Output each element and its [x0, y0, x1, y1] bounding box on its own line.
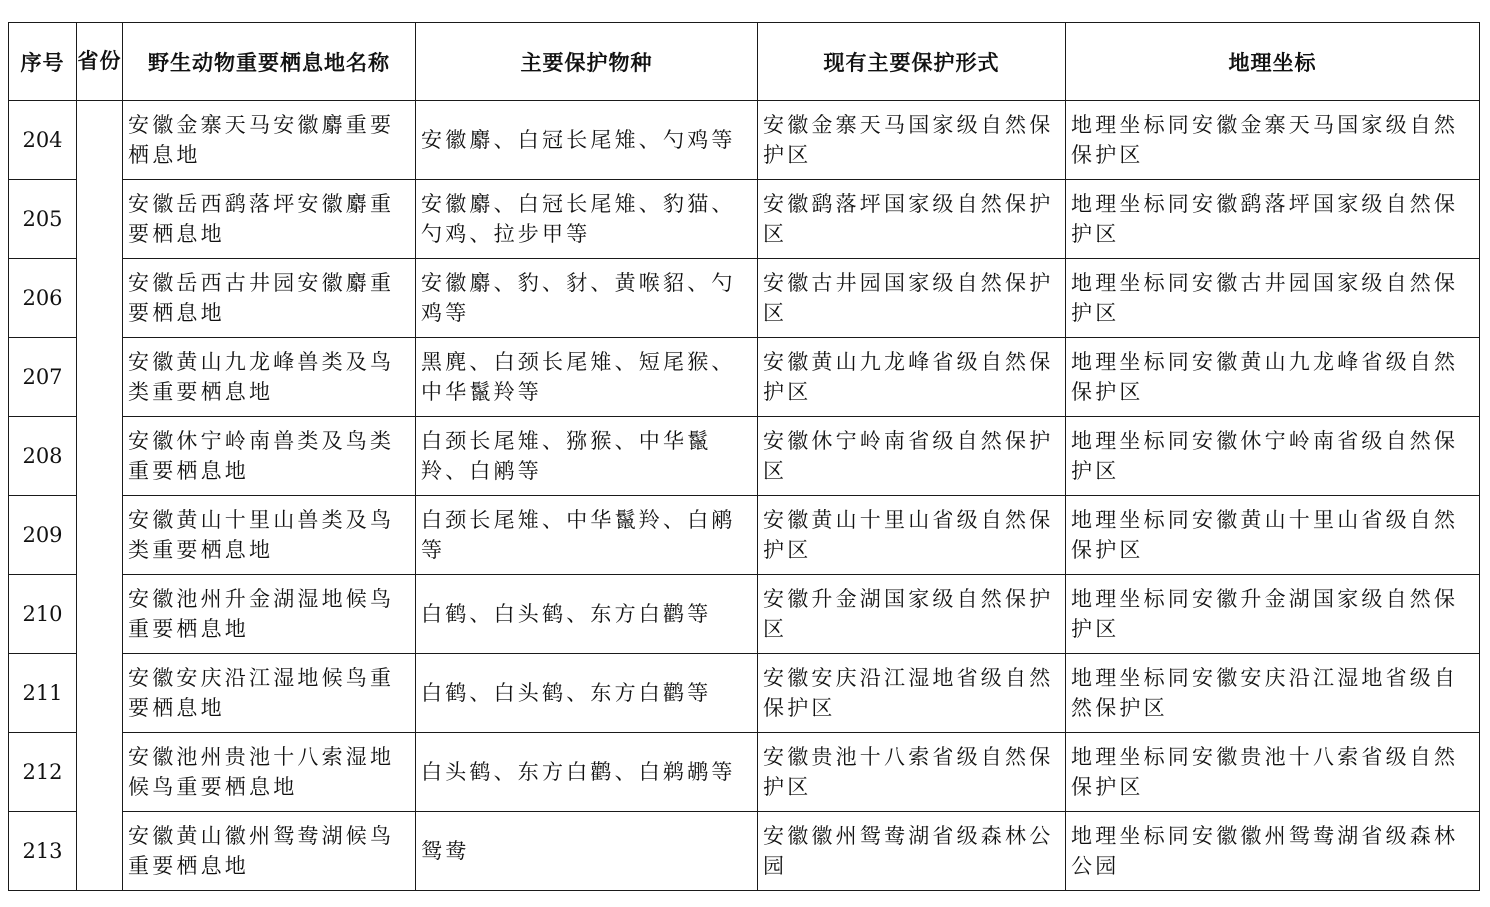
species-cell: 安徽麝、豹、豺、黄喉貂、勺鸡等	[416, 259, 758, 338]
coordinates-cell: 地理坐标同安徽黄山十里山省级自然保护区	[1066, 496, 1480, 575]
habitat-table	[8, 22, 1480, 891]
coordinates-cell: 地理坐标同安徽古井园国家级自然保护区	[1066, 259, 1480, 338]
species-cell: 白颈长尾雉、猕猴、中华鬣羚、白鹇等	[416, 417, 758, 496]
row-index: 209	[9, 496, 77, 575]
habitat-name-cell: 安徽安庆沿江湿地候鸟重要栖息地	[123, 654, 416, 733]
row-index: 204	[9, 101, 77, 180]
habitat-name-cell: 安徽岳西古井园安徽麝重要栖息地	[123, 259, 416, 338]
row-index: 207	[9, 338, 77, 417]
table-row	[9, 338, 1480, 417]
species-cell: 白颈长尾雉、中华鬣羚、白鹇等	[416, 496, 758, 575]
habitat-name-cell: 安徽黄山九龙峰兽类及鸟类重要栖息地	[123, 338, 416, 417]
table-row	[9, 259, 1480, 338]
table-row	[9, 575, 1480, 654]
row-index: 211	[9, 654, 77, 733]
protection-form-cell: 安徽升金湖国家级自然保护区	[758, 575, 1066, 654]
species-cell: 鸳鸯	[416, 812, 758, 891]
protection-form-cell: 安徽黄山十里山省级自然保护区	[758, 496, 1066, 575]
habitat-name-cell: 安徽黄山徽州鸳鸯湖候鸟重要栖息地	[123, 812, 416, 891]
coordinates-cell: 地理坐标同安徽安庆沿江湿地省级自然保护区	[1066, 654, 1480, 733]
protection-form-cell: 安徽休宁岭南省级自然保护区	[758, 417, 1066, 496]
habitat-name-cell: 安徽池州贵池十八索湿地候鸟重要栖息地	[123, 733, 416, 812]
protection-form-cell: 安徽贵池十八索省级自然保护区	[758, 733, 1066, 812]
habitat-name-cell: 安徽金寨天马安徽麝重要栖息地	[123, 101, 416, 180]
table-row	[9, 101, 1480, 180]
row-index: 205	[9, 180, 77, 259]
table-row	[9, 812, 1480, 891]
table-row	[9, 733, 1480, 812]
coordinates-cell: 地理坐标同安徽贵池十八索省级自然保护区	[1066, 733, 1480, 812]
header-index: 序号	[9, 23, 77, 101]
row-index: 210	[9, 575, 77, 654]
header-protection-form: 现有主要保护形式	[758, 23, 1066, 101]
protection-form-cell: 安徽安庆沿江湿地省级自然保护区	[758, 654, 1066, 733]
coordinates-cell: 地理坐标同安徽休宁岭南省级自然保护区	[1066, 417, 1480, 496]
habitat-name-cell: 安徽黄山十里山兽类及鸟类重要栖息地	[123, 496, 416, 575]
protection-form-cell: 安徽黄山九龙峰省级自然保护区	[758, 338, 1066, 417]
species-cell: 白鹤、白头鹤、东方白鹳等	[416, 654, 758, 733]
table-header-row	[9, 23, 1480, 101]
species-cell: 白鹤、白头鹤、东方白鹳等	[416, 575, 758, 654]
header-species: 主要保护物种	[416, 23, 758, 101]
table-row	[9, 654, 1480, 733]
row-index: 213	[9, 812, 77, 891]
row-index: 208	[9, 417, 77, 496]
coordinates-cell: 地理坐标同安徽升金湖国家级自然保护区	[1066, 575, 1480, 654]
habitat-name-cell: 安徽岳西鹞落坪安徽麝重要栖息地	[123, 180, 416, 259]
species-cell: 白头鹤、东方白鹳、白鹈鹕等	[416, 733, 758, 812]
row-index: 206	[9, 259, 77, 338]
province-cell	[77, 101, 123, 891]
protection-form-cell: 安徽古井园国家级自然保护区	[758, 259, 1066, 338]
species-cell: 安徽麝、白冠长尾雉、豹猫、勺鸡、拉步甲等	[416, 180, 758, 259]
header-habitat-name: 野生动物重要栖息地名称	[123, 23, 416, 101]
table-body	[9, 101, 1480, 891]
coordinates-cell: 地理坐标同安徽徽州鸳鸯湖省级森林公园	[1066, 812, 1480, 891]
table-row	[9, 496, 1480, 575]
coordinates-cell: 地理坐标同安徽鹞落坪国家级自然保护区	[1066, 180, 1480, 259]
table-row	[9, 417, 1480, 496]
protection-form-cell: 安徽金寨天马国家级自然保护区	[758, 101, 1066, 180]
coordinates-cell: 地理坐标同安徽黄山九龙峰省级自然保护区	[1066, 338, 1480, 417]
row-index: 212	[9, 733, 77, 812]
protection-form-cell: 安徽鹞落坪国家级自然保护区	[758, 180, 1066, 259]
protection-form-cell: 安徽徽州鸳鸯湖省级森林公园	[758, 812, 1066, 891]
coordinates-cell: 地理坐标同安徽金寨天马国家级自然保护区	[1066, 101, 1480, 180]
habitat-name-cell: 安徽池州升金湖湿地候鸟重要栖息地	[123, 575, 416, 654]
table-row	[9, 180, 1480, 259]
header-province: 省份	[77, 23, 123, 101]
habitat-name-cell: 安徽休宁岭南兽类及鸟类重要栖息地	[123, 417, 416, 496]
species-cell: 安徽麝、白冠长尾雉、勺鸡等	[416, 101, 758, 180]
species-cell: 黑麂、白颈长尾雉、短尾猴、中华鬣羚等	[416, 338, 758, 417]
header-coordinates: 地理坐标	[1066, 23, 1480, 101]
